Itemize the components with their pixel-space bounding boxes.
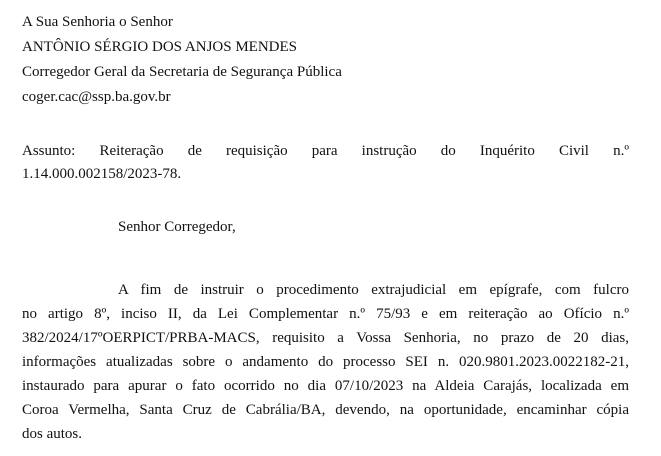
recipient-salutation: A Sua Senhoria o Senhor bbox=[22, 14, 173, 30]
subject-line-2: 1.14.000.002158/2023-78. bbox=[22, 166, 182, 182]
body-line-3: 382/2024/17ºOERPICT/PRBA-MACS, requisito a Vossa Senhoria, no prazo de 20 dias, bbox=[22, 330, 629, 346]
subject-line-1: Assunto: Reiteração de requisição para instrução do Inquérito Civil n.º bbox=[22, 143, 629, 159]
body-line-4: informações atualizadas sobre o andamento do processo SEI n. 020.9801.2023.0022182-21, bbox=[22, 354, 629, 370]
greeting: Senhor Corregedor, bbox=[118, 219, 236, 235]
body-line-1: A fim de instruir o procedimento extrajudicial em epígrafe, com fulcro bbox=[118, 282, 629, 298]
recipient-name: ANTÔNIO SÉRGIO DOS ANJOS MENDES bbox=[22, 39, 298, 55]
body-line-6: Coroa Vermelha, Santa Cruz de Cabrália/BA, devendo, na oportunidade, encaminhar cópia bbox=[22, 402, 629, 418]
body-line-2: no artigo 8º, inciso II, da Lei Complementar n.º 75/93 e em reiteração ao Ofício n.º bbox=[22, 306, 629, 322]
recipient-position: Corregedor Geral da Secretaria de Segurança Pública bbox=[22, 64, 342, 80]
recipient-email: coger.cac@ssp.ba.gov.br bbox=[22, 89, 171, 105]
body-line-5: instaurado para apurar o fato ocorrido no dia 07/10/2023 na Aldeia Carajás, localizada em bbox=[22, 378, 629, 394]
body-line-7: dos autos. bbox=[22, 426, 82, 442]
